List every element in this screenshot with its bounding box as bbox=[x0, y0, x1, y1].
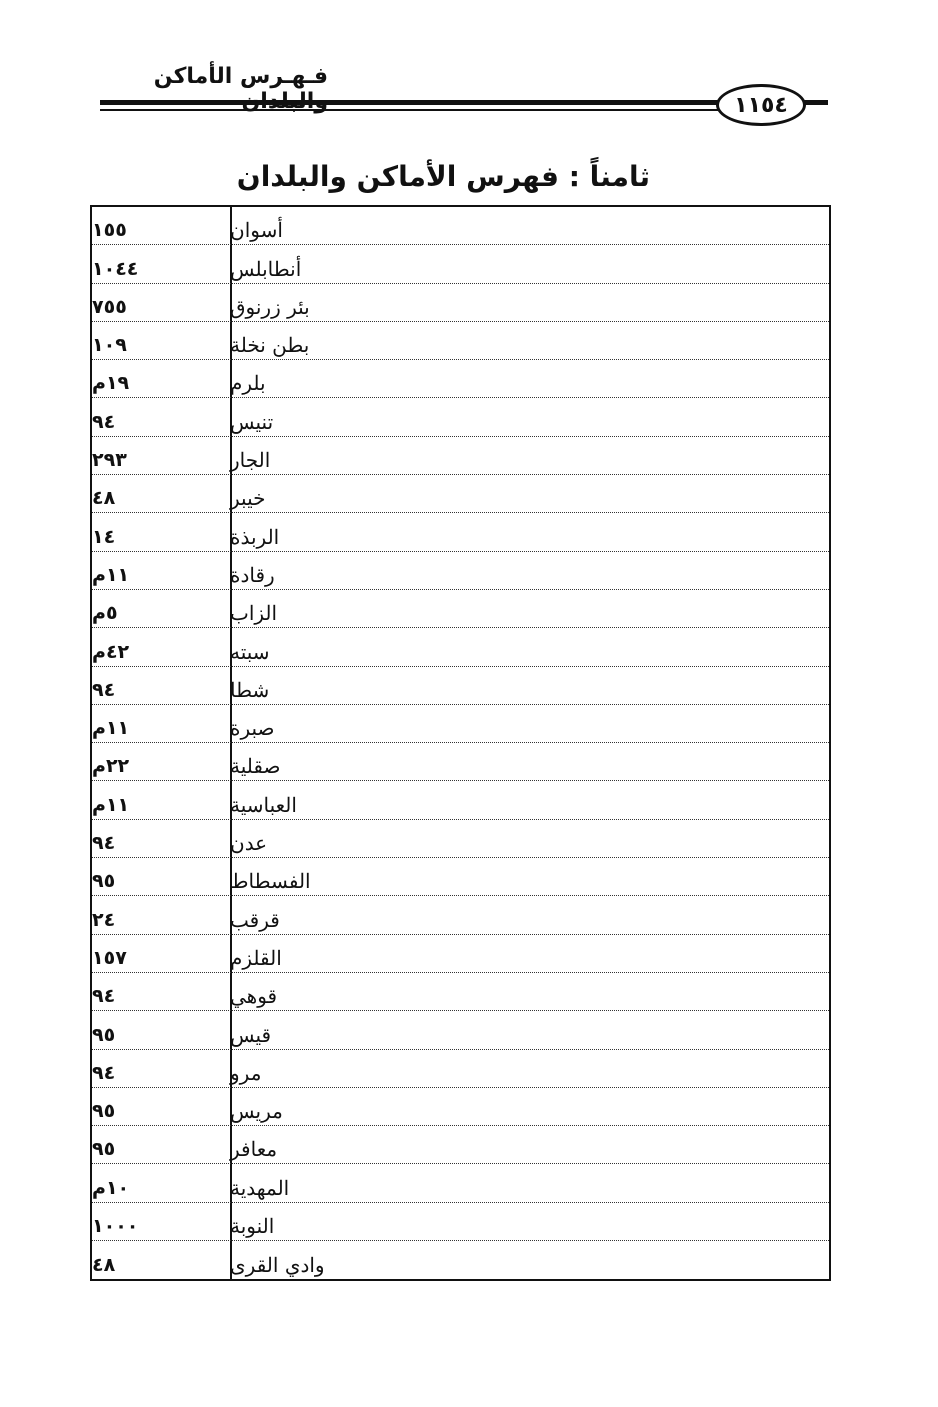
place-name: أنطابلس bbox=[230, 256, 302, 281]
page-ref: ٥م bbox=[92, 602, 118, 625]
running-head-title: فـهـرس الأماكن bbox=[153, 64, 328, 89]
page-ref: ٢٩٣ bbox=[92, 449, 127, 472]
page-ref: ٤٨ bbox=[92, 1254, 116, 1277]
table-row bbox=[92, 475, 829, 513]
page-ref: ١٠٩ bbox=[92, 334, 127, 357]
table-row bbox=[92, 705, 829, 743]
page-ref: ٤٨ bbox=[92, 487, 116, 510]
page-ref: ١٠م bbox=[92, 1176, 130, 1199]
place-name: الزاب bbox=[230, 601, 278, 626]
page-ref: ٩٤ bbox=[92, 985, 116, 1008]
table-row bbox=[92, 1088, 829, 1126]
place-name: تنيس bbox=[230, 409, 274, 434]
page-ref: ١٥٥ bbox=[92, 219, 127, 242]
page-ref: ٩٤ bbox=[92, 410, 116, 433]
page-ref: ٩٤ bbox=[92, 1061, 116, 1084]
page-ref: ٢٢م bbox=[92, 755, 130, 778]
table-row bbox=[92, 973, 829, 1011]
table-row bbox=[92, 781, 829, 819]
table-row bbox=[92, 1164, 829, 1202]
table-row bbox=[92, 437, 829, 475]
table-row bbox=[92, 552, 829, 590]
table-row bbox=[92, 858, 829, 896]
place-name: بئر زرنوق bbox=[230, 294, 310, 319]
table-row bbox=[92, 1126, 829, 1164]
place-name: صقلية bbox=[230, 754, 281, 779]
page-number: ١١٥٤ bbox=[716, 84, 806, 126]
place-name: بلرم bbox=[230, 371, 266, 396]
page-ref: ٩٤ bbox=[92, 678, 116, 701]
place-name: وادي القرى bbox=[230, 1253, 325, 1278]
table-row bbox=[92, 628, 829, 666]
place-name: مرو bbox=[230, 1060, 262, 1085]
table-row bbox=[92, 1203, 829, 1241]
page-ref: ١٩م bbox=[92, 372, 130, 395]
table-row bbox=[92, 513, 829, 551]
table-row bbox=[92, 935, 829, 973]
section-title: ثامناً : فهرس الأماكن والبلدان bbox=[236, 160, 650, 193]
place-name: مريس bbox=[230, 1099, 283, 1124]
place-name: العباسية bbox=[230, 792, 297, 817]
table-row bbox=[92, 207, 829, 245]
table-row bbox=[92, 398, 829, 436]
place-name: عدن bbox=[230, 831, 268, 856]
place-name: سبته bbox=[230, 639, 270, 664]
place-name: الجار bbox=[230, 448, 271, 473]
page-ref: ٩٥ bbox=[92, 870, 116, 893]
place-name: النوبة bbox=[230, 1214, 275, 1239]
place-name: شطا bbox=[230, 677, 270, 702]
index-table bbox=[90, 205, 831, 1281]
table-row bbox=[92, 1011, 829, 1049]
page-ref: ٤٢م bbox=[92, 640, 130, 663]
place-name: قيس bbox=[230, 1022, 272, 1047]
page-ref: ١١م bbox=[92, 793, 130, 816]
table-row bbox=[92, 1050, 829, 1088]
place-name: الفسطاط bbox=[230, 869, 311, 894]
place-name: رقادة bbox=[230, 562, 275, 587]
place-name: القلزم bbox=[230, 945, 282, 970]
page-ref: ١٠٤٤ bbox=[92, 257, 139, 280]
place-name: الربذة bbox=[230, 524, 280, 549]
table-row bbox=[92, 1241, 829, 1279]
place-name: معافر bbox=[230, 1137, 278, 1162]
header-rule-bottom bbox=[100, 109, 720, 111]
place-name: قوهي bbox=[230, 984, 278, 1009]
place-name: قرقب bbox=[230, 907, 280, 932]
page-ref: ٩٥ bbox=[92, 1138, 116, 1161]
page-ref: ١١م bbox=[92, 563, 130, 586]
table-row bbox=[92, 245, 829, 283]
table-row bbox=[92, 667, 829, 705]
table-row bbox=[92, 896, 829, 934]
table-row bbox=[92, 590, 829, 628]
page-ref: ٩٥ bbox=[92, 1023, 116, 1046]
page-ref: ١٤ bbox=[92, 525, 116, 548]
header-rule-top bbox=[100, 100, 720, 105]
table-row bbox=[92, 360, 829, 398]
table-row bbox=[92, 284, 829, 322]
page-ref: ٧٥٥ bbox=[92, 295, 127, 318]
page-ref: ١٥٧ bbox=[92, 946, 127, 969]
table-row bbox=[92, 743, 829, 781]
page-ref: ٩٤ bbox=[92, 832, 116, 855]
place-name: أسوان bbox=[230, 218, 283, 243]
place-name: خيبر bbox=[230, 486, 266, 511]
table-row bbox=[92, 820, 829, 858]
page-ref: ٢٤ bbox=[92, 908, 116, 931]
table-row bbox=[92, 322, 829, 360]
page-ref: ٩٥ bbox=[92, 1100, 116, 1123]
page-ref: ١١م bbox=[92, 717, 130, 740]
place-name: المهدية bbox=[230, 1175, 290, 1200]
place-name: صبرة bbox=[230, 716, 275, 741]
page-ref: ١٠٠٠ bbox=[92, 1215, 139, 1238]
place-name: بطن نخلة bbox=[230, 333, 310, 358]
